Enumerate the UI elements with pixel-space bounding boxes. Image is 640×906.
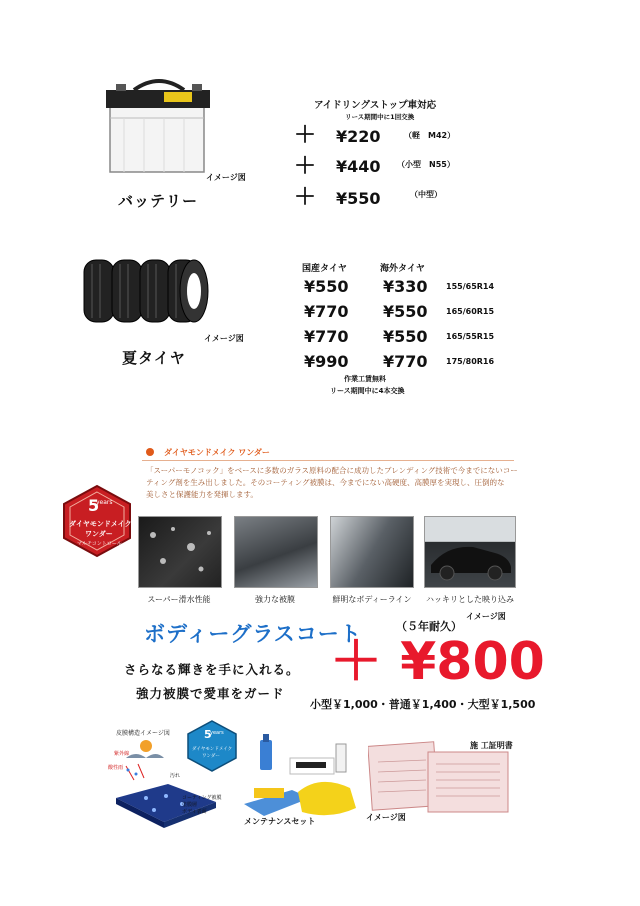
- brand-bullet-icon: [146, 448, 154, 456]
- tire-foreign-price: ¥770: [383, 352, 428, 371]
- coating-description-line-3: 美しさと保護能力を発揮します。: [146, 490, 258, 499]
- tires-image: [82, 256, 212, 326]
- coating-price: ＋ ¥800: [330, 632, 545, 692]
- photo-caption: スーパー滑水性能: [147, 595, 211, 604]
- maintenance-set-caption: メンテナンスセット: [244, 817, 316, 826]
- photo-strong-coating: [234, 516, 318, 588]
- tires-label: 夏タイヤ: [122, 349, 186, 367]
- maintenance-set-image: [240, 734, 358, 824]
- bottom-image-caption: イメージ図: [366, 813, 406, 822]
- coating-layer-diagram: 皮膜構造イメージ図 紫外線 酸性雨 汚れ コーティング被膜 塗膜層 ボディ表面: [106, 728, 236, 828]
- photo-caption: ハッキリとした映り込み: [426, 595, 514, 604]
- tire-foreign-price: ¥330: [383, 277, 428, 296]
- tire-domestic-price: ¥770: [304, 302, 349, 321]
- photo-body-line: [330, 516, 414, 588]
- tire-foreign-price: ¥550: [383, 302, 428, 321]
- tire-foreign-price: ¥550: [383, 327, 428, 346]
- battery-note: リース期間中に1回交換: [345, 113, 415, 121]
- coating-copy-2: 強力被膜で愛車をガード: [136, 686, 285, 701]
- coating-size-prices: 小型￥1,000・普通￥1,400・大型￥1,500: [310, 698, 536, 711]
- foreign-tire-header: 海外タイヤ: [380, 264, 425, 274]
- tire-note-free-labor: 作業工賃無料: [344, 375, 386, 383]
- tire-domestic-price: ¥770: [304, 327, 349, 346]
- battery-image: [104, 76, 214, 176]
- photo-water-repellent: [138, 516, 222, 588]
- coating-years: （５年耐久）: [396, 620, 462, 633]
- battery-size-small: （小型 N55）: [397, 160, 455, 169]
- coating-copy-1: さらなる輝きを手に入れる。: [124, 662, 300, 677]
- battery-image-caption: イメージ図: [206, 173, 246, 182]
- photo-reflection: [424, 516, 516, 588]
- brand-title: ダイヤモンドメイク ワンダー: [164, 448, 270, 457]
- five-years-small-badge: 5 years ダイヤモンドメイク ワンダー: [186, 720, 238, 772]
- tire-domestic-price: ¥990: [304, 352, 349, 371]
- photo-caption: 強力な被膜: [255, 595, 295, 604]
- photo-image-caption: イメージ図: [466, 612, 506, 621]
- tire-note-exchange: リース期間中に4本交換: [330, 387, 405, 395]
- brand-divider: [142, 460, 514, 461]
- battery-label: バッテリー: [118, 192, 199, 210]
- tire-size: 155/65R14: [446, 282, 495, 291]
- coating-description-line-1: 「スーパーモノコック」をベースに多数のガラス原料の配合に成功したブレンディング技術で今までにないコー: [146, 466, 518, 475]
- plus-icon: ＋: [294, 154, 317, 179]
- tires-image-caption: イメージ図: [204, 334, 244, 343]
- battery-price-medium: ¥550: [336, 189, 381, 208]
- tire-size: 165/60R15: [446, 307, 495, 316]
- plus-icon: ＋: [294, 185, 317, 210]
- battery-size-medium: （中型）: [410, 190, 442, 199]
- tire-domestic-price: ¥550: [304, 277, 349, 296]
- coating-title: ボディーグラスコート: [144, 622, 362, 646]
- certificate-caption: 施 工証明書: [470, 741, 513, 750]
- photo-caption: 鮮明なボディーライン: [332, 595, 412, 604]
- battery-heading: アイドリングストップ車対応: [314, 100, 437, 111]
- tire-size: 165/55R15: [446, 332, 495, 341]
- battery-price-small: ¥440: [336, 157, 381, 176]
- coating-description-line-2: ティング剤を生み出しました。そのコーティング被膜は、今までにない高硬度、高膜厚を実現し、圧倒的な: [146, 478, 505, 487]
- five-years-badge: 5 years ダイヤモンドメイク ワンダー マルチコントロール: [60, 484, 134, 558]
- domestic-tire-header: 国産タイヤ: [302, 264, 347, 274]
- tire-size: 175/80R16: [446, 357, 495, 366]
- battery-price-light: ¥220: [336, 127, 381, 146]
- battery-size-light: （軽 M42）: [404, 131, 456, 140]
- plus-icon: ＋: [294, 123, 317, 148]
